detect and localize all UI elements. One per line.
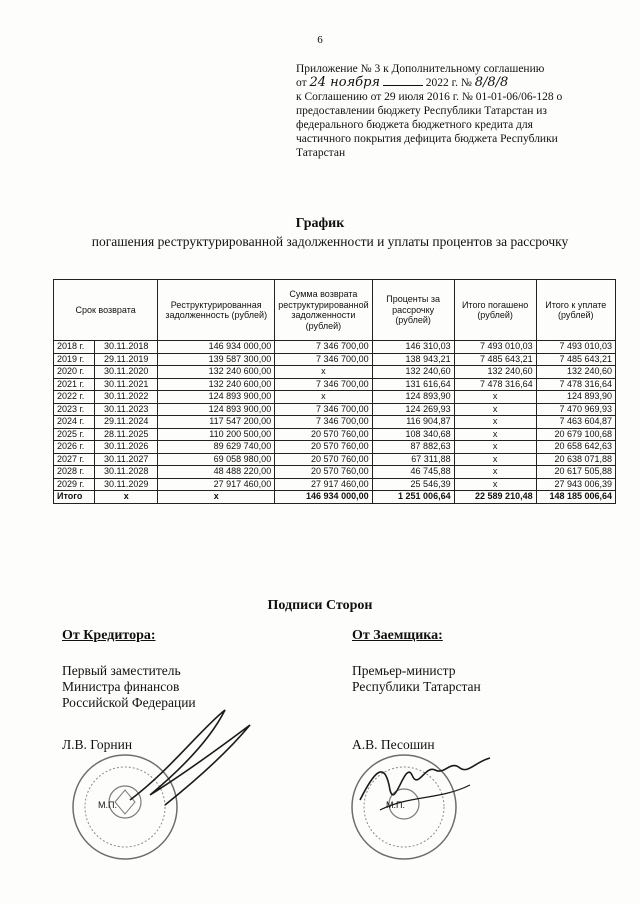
cell-ret: 20 570 760,00 (275, 441, 372, 454)
table-row (54, 378, 616, 391)
cell-total: 20 617 505,88 (536, 466, 615, 479)
cell-ret: 7 346 700,00 (275, 341, 372, 354)
cell-interest: 67 311,88 (372, 453, 454, 466)
cell-ret: 20 570 760,00 (275, 453, 372, 466)
appendix-line7: Татарстан (296, 147, 346, 159)
cell-repaid: х (454, 428, 536, 441)
cell-total: 20 658 642,63 (536, 441, 615, 454)
document-title: График (295, 216, 345, 231)
borrower-name: А.В. Песошин (352, 737, 435, 752)
appendix-number-handwritten: 8/8/8 (474, 75, 509, 90)
cell-ret: х (275, 391, 372, 404)
table-row (54, 453, 616, 466)
cell-repaid: 132 240,60 (454, 366, 536, 379)
header-return: Сумма возврата реструктурированной задолженности (рублей) (275, 280, 372, 341)
cell-date: 28.11.2025 (95, 428, 158, 441)
cell-repaid: 7 485 643,21 (454, 353, 536, 366)
cell-year: 2018 г. (54, 341, 95, 354)
cell-date: 30.11.2020 (95, 366, 158, 379)
borrower-stamp-label: М.П. (386, 800, 405, 810)
table-row (54, 353, 616, 366)
cell-year: 2022 г. (54, 391, 95, 404)
borrower-position-line1: Премьер-министр (352, 663, 456, 678)
cell-total: 124 893,90 (536, 391, 615, 404)
cell-total: 20 679 100,68 (536, 428, 615, 441)
cell-interest: 108 340,68 (372, 428, 454, 441)
cell-year: 2021 г. (54, 378, 95, 391)
cell-total: 132 240,60 (536, 366, 615, 379)
borrower-position-line2: Республики Татарстан (352, 679, 481, 694)
cell-repaid: х (454, 478, 536, 491)
cell-date: 30.11.2027 (95, 453, 158, 466)
cell-year: 2028 г. (54, 466, 95, 479)
table-body (54, 341, 616, 504)
cell-date: 30.11.2022 (95, 391, 158, 404)
header-repaid: Итого погашено (рублей) (454, 280, 536, 341)
cell-date: 29.11.2024 (95, 416, 158, 429)
total-cell-label: Итого (54, 491, 95, 504)
table-total-row (54, 491, 616, 504)
cell-ret: 7 346 700,00 (275, 403, 372, 416)
cell-debt: 69 058 980,00 (158, 453, 275, 466)
table-row (54, 366, 616, 379)
cell-interest: 132 240,60 (372, 366, 454, 379)
cell-date: 30.11.2028 (95, 466, 158, 479)
cell-date: 30.11.2026 (95, 441, 158, 454)
appendix-line4: предоставлении бюджету Республики Татарстан из (296, 105, 547, 117)
appendix-line3: к Соглашению от 29 июля 2016 г. № 01-01-06/06-128 о (296, 91, 563, 103)
cell-ret: 7 346 700,00 (275, 378, 372, 391)
cell-year: 2019 г. (54, 353, 95, 366)
header-interest: Проценты за рассрочку (рублей) (372, 280, 454, 341)
appendix-line1: Приложение № 3 к Дополнительному соглашению (296, 63, 545, 75)
cell-total: 7 478 316,64 (536, 378, 615, 391)
cell-repaid: х (454, 403, 536, 416)
header-debt: Реструктурированная задолженность (рублей) (158, 280, 275, 341)
cell-repaid: х (454, 391, 536, 404)
borrower-block (352, 628, 481, 753)
appendix-date-handwritten: 24 ноября (309, 75, 381, 90)
cell-ret: 20 570 760,00 (275, 466, 372, 479)
table-row (54, 428, 616, 441)
cell-interest: 146 310,03 (372, 341, 454, 354)
table-row (54, 416, 616, 429)
total-cell-debt: х (158, 491, 275, 504)
cell-debt: 48 488 220,00 (158, 466, 275, 479)
creditor-position-line1: Первый заместитель (62, 663, 181, 678)
cell-debt: 132 240 600,00 (158, 366, 275, 379)
cell-repaid: х (454, 416, 536, 429)
cell-repaid: 7 478 316,64 (454, 378, 536, 391)
table-header-row (54, 280, 616, 341)
cell-date: 30.11.2021 (95, 378, 158, 391)
signatures-title: Подписи Сторон (267, 598, 373, 613)
cell-year: 2025 г. (54, 428, 95, 441)
appendix-line6: частичного покрытия дефицита бюджета Республики (296, 133, 558, 145)
cell-total: 7 493 010,03 (536, 341, 615, 354)
total-cell-ret: 146 934 000,00 (275, 491, 372, 504)
borrower-signature-icon (350, 740, 500, 820)
cell-interest: 138 943,21 (372, 353, 454, 366)
table-row (54, 441, 616, 454)
cell-repaid: х (454, 441, 536, 454)
cell-interest: 46 745,88 (372, 466, 454, 479)
page-number: 6 (317, 34, 323, 46)
cell-debt: 124 893 900,00 (158, 403, 275, 416)
appendix-from: от (296, 77, 307, 89)
creditor-signature-icon (110, 700, 260, 820)
total-cell-total: 148 185 006,64 (536, 491, 615, 504)
table-row (54, 466, 616, 479)
creditor-heading: От Кредитора: (62, 628, 156, 643)
cell-debt: 110 200 500,00 (158, 428, 275, 441)
cell-year: 2027 г. (54, 453, 95, 466)
cell-debt: 132 240 600,00 (158, 378, 275, 391)
document-subtitle: погашения реструктурированной задолженности и уплаты процентов за рассрочку (91, 234, 569, 249)
cell-debt: 124 893 900,00 (158, 391, 275, 404)
creditor-name: Л.В. Горнин (62, 737, 133, 752)
cell-ret: 27 917 460,00 (275, 478, 372, 491)
cell-interest: 87 882,63 (372, 441, 454, 454)
cell-debt: 27 917 460,00 (158, 478, 275, 491)
table-row (54, 478, 616, 491)
appendix-header (296, 62, 616, 160)
table-row (54, 391, 616, 404)
cell-date: 30.11.2029 (95, 478, 158, 491)
cell-interest: 116 904,87 (372, 416, 454, 429)
cell-total: 7 463 604,87 (536, 416, 615, 429)
cell-interest: 124 269,93 (372, 403, 454, 416)
appendix-year: 2022 г. № (425, 77, 472, 89)
creditor-position-line2: Министра финансов (62, 679, 180, 694)
cell-date: 30.11.2018 (95, 341, 158, 354)
creditor-position-line3: Российской Федерации (62, 695, 196, 710)
repayment-schedule-table (53, 279, 616, 504)
cell-year: 2020 г. (54, 366, 95, 379)
cell-ret: 7 346 700,00 (275, 353, 372, 366)
header-total: Итого к уплате (рублей) (536, 280, 615, 341)
cell-date: 30.11.2023 (95, 403, 158, 416)
total-cell-date: х (95, 491, 158, 504)
borrower-heading: От Заемщика: (352, 628, 443, 643)
appendix-line5: федерального бюджета бюджетного кредита для (296, 119, 533, 131)
cell-date: 29.11.2019 (95, 353, 158, 366)
cell-ret: 7 346 700,00 (275, 416, 372, 429)
cell-debt: 146 934 000,00 (158, 341, 275, 354)
cell-interest: 124 893,90 (372, 391, 454, 404)
total-cell-repaid: 22 589 210,48 (454, 491, 536, 504)
cell-ret: х (275, 366, 372, 379)
creditor-stamp-label: М.П. (98, 800, 117, 810)
table-row (54, 403, 616, 416)
cell-debt: 117 547 200,00 (158, 416, 275, 429)
cell-interest: 131 616,64 (372, 378, 454, 391)
cell-debt: 89 629 740,00 (158, 441, 275, 454)
cell-ret: 20 570 760,00 (275, 428, 372, 441)
appendix-line2 (296, 76, 616, 90)
cell-year: 2026 г. (54, 441, 95, 454)
cell-total: 27 943 006,39 (536, 478, 615, 491)
cell-year: 2024 г. (54, 416, 95, 429)
cell-debt: 139 587 300,00 (158, 353, 275, 366)
cell-repaid: х (454, 453, 536, 466)
cell-total: 7 470 969,93 (536, 403, 615, 416)
total-cell-interest: 1 251 006,64 (372, 491, 454, 504)
cell-year: 2023 г. (54, 403, 95, 416)
cell-repaid: 7 493 010,03 (454, 341, 536, 354)
header-term: Срок возврата (54, 280, 158, 341)
cell-repaid: х (454, 466, 536, 479)
cell-total: 7 485 643,21 (536, 353, 615, 366)
cell-year: 2029 г. (54, 478, 95, 491)
table-row (54, 341, 616, 354)
cell-interest: 25 546,39 (372, 478, 454, 491)
cell-total: 20 638 071,88 (536, 453, 615, 466)
